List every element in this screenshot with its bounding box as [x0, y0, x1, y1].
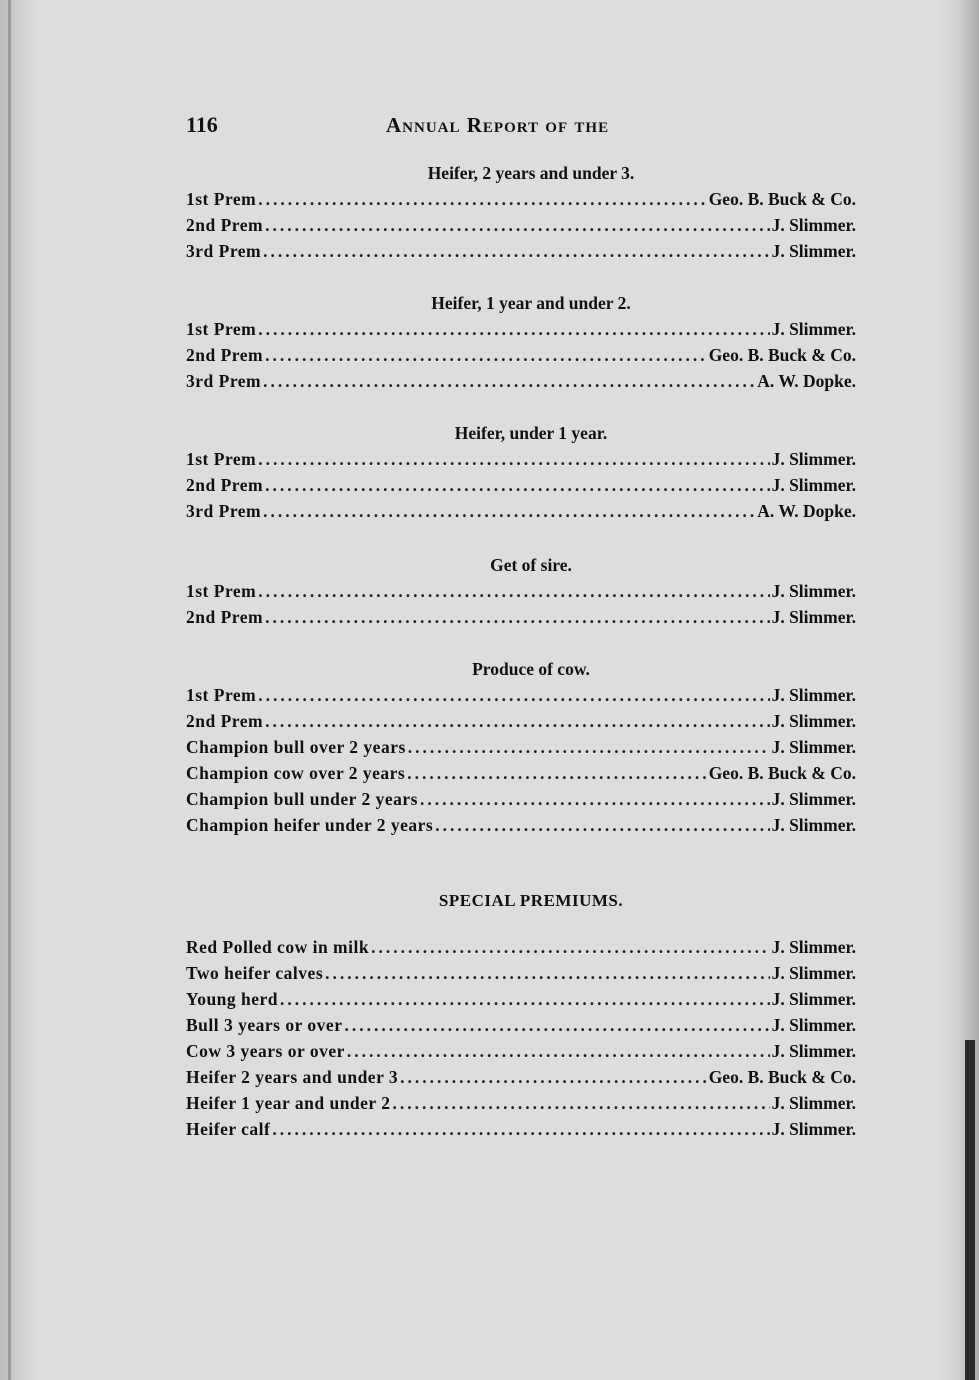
dot-leader — [325, 960, 769, 986]
premium-winner: J. Slimmer. — [771, 1119, 856, 1139]
premium-label: 2nd Prem — [186, 475, 264, 495]
premium-winner: Geo. B. Buck & Co. — [708, 763, 856, 783]
premium-label: Champion cow over 2 years — [186, 763, 406, 783]
premium-label: Champion bull under 2 years — [186, 789, 418, 809]
premium-row — [186, 472, 856, 498]
section-special-premiums — [186, 888, 856, 1142]
page-header — [186, 112, 858, 142]
premium-winner: J. Slimmer. — [771, 215, 856, 235]
premium-winner: Geo. B. Buck & Co. — [708, 189, 856, 209]
dot-leader — [263, 368, 755, 394]
premium-winner: J. Slimmer. — [771, 1093, 856, 1113]
dot-leader — [272, 1116, 769, 1142]
page-number: 116 — [186, 112, 218, 137]
dot-leader — [435, 812, 769, 838]
dot-leader — [344, 1012, 769, 1038]
premium-row — [186, 1064, 856, 1090]
premium-winner: J. Slimmer. — [771, 319, 856, 339]
premium-label: 2nd Prem — [186, 215, 264, 235]
dot-leader — [420, 786, 770, 812]
premium-winner: Geo. B. Buck & Co. — [708, 345, 856, 365]
premium-label: 2nd Prem — [186, 345, 264, 365]
section-title: Heifer, 2 years and under 3. — [427, 163, 635, 183]
premium-row — [186, 342, 856, 368]
dot-leader — [265, 708, 770, 734]
premium-winner: J. Slimmer. — [771, 963, 856, 983]
premium-label: 1st Prem — [186, 189, 257, 209]
dot-leader — [371, 934, 769, 960]
premium-winner: J. Slimmer. — [771, 711, 856, 731]
premium-label: Red Polled cow in milk — [186, 937, 370, 957]
section-heifer-2-years — [186, 160, 856, 264]
dot-leader — [265, 212, 770, 238]
section-get-of-sire — [186, 552, 856, 630]
premium-label: Champion heifer under 2 years — [186, 815, 434, 835]
premium-label: Heifer calf — [186, 1119, 271, 1139]
page-edge-shadow — [965, 1040, 975, 1380]
dot-leader — [393, 1090, 770, 1116]
premium-row — [186, 186, 856, 212]
premium-row — [186, 786, 856, 812]
dot-leader — [265, 472, 770, 498]
premium-row — [186, 760, 856, 786]
premium-row — [186, 446, 856, 472]
premium-label: 2nd Prem — [186, 607, 264, 627]
premium-row — [186, 734, 856, 760]
premium-row — [186, 1116, 856, 1142]
premium-label: 3rd Prem — [186, 501, 262, 521]
dot-leader — [258, 446, 769, 472]
premium-winner: J. Slimmer. — [771, 475, 856, 495]
premium-winner: A. W. Dopke. — [757, 371, 856, 391]
premium-winner: Geo. B. Buck & Co. — [708, 1067, 856, 1087]
section-title: Get of sire. — [490, 555, 572, 575]
premium-winner: J. Slimmer. — [771, 737, 856, 757]
premium-row — [186, 1090, 856, 1116]
premium-winner: J. Slimmer. — [771, 581, 856, 601]
premium-winner: J. Slimmer. — [771, 1041, 856, 1061]
premium-row — [186, 212, 856, 238]
premium-label: 1st Prem — [186, 319, 257, 339]
premium-label: 1st Prem — [186, 449, 257, 469]
premium-label: Two heifer calves — [186, 963, 324, 983]
section-title: Heifer, 1 year and under 2. — [431, 293, 631, 313]
premium-row — [186, 986, 856, 1012]
section-produce-of-cow — [186, 656, 856, 838]
dot-leader — [407, 760, 706, 786]
premium-winner: J. Slimmer. — [771, 937, 856, 957]
premium-row — [186, 368, 856, 394]
premium-row — [186, 1012, 856, 1038]
dot-leader — [265, 604, 770, 630]
premium-row — [186, 708, 856, 734]
premium-label: Heifer 2 years and under 3 — [186, 1067, 399, 1087]
dot-leader — [347, 1038, 770, 1064]
premium-row — [186, 682, 856, 708]
dot-leader — [258, 316, 769, 342]
premium-row — [186, 934, 856, 960]
dot-leader — [263, 498, 755, 524]
premium-label: Champion bull over 2 years — [186, 737, 406, 757]
section-heifer-under-1-year — [186, 420, 856, 524]
dot-leader — [263, 238, 769, 264]
premium-row — [186, 578, 856, 604]
premium-winner: J. Slimmer. — [771, 607, 856, 627]
running-head: Annual Report of the — [386, 113, 610, 137]
premium-winner: J. Slimmer. — [771, 449, 856, 469]
dot-leader — [408, 734, 770, 760]
premium-label: 3rd Prem — [186, 371, 262, 391]
section-heifer-1-year — [186, 290, 856, 394]
section-title: Produce of cow. — [472, 659, 590, 679]
premium-winner: J. Slimmer. — [771, 815, 856, 835]
premium-row — [186, 604, 856, 630]
dot-leader — [258, 186, 706, 212]
premium-winner: J. Slimmer. — [771, 241, 856, 261]
premium-row — [186, 960, 856, 986]
premium-label: 1st Prem — [186, 581, 257, 601]
section-title: Heifer, under 1 year. — [454, 423, 608, 443]
premium-row — [186, 316, 856, 342]
special-premiums-title: SPECIAL PREMIUMS. — [438, 891, 624, 910]
premium-row — [186, 238, 856, 264]
premium-label: Cow 3 years or over — [186, 1041, 345, 1061]
premium-winner: J. Slimmer. — [771, 789, 856, 809]
dot-leader — [400, 1064, 707, 1090]
premium-winner: J. Slimmer. — [771, 1015, 856, 1035]
premium-label: Heifer 1 year and under 2 — [186, 1093, 391, 1113]
premium-label: Bull 3 years or over — [186, 1015, 343, 1035]
premium-label: Young herd — [186, 989, 279, 1009]
premium-winner: J. Slimmer. — [771, 685, 856, 705]
premium-row — [186, 1038, 856, 1064]
premium-row — [186, 812, 856, 838]
premium-winner: J. Slimmer. — [771, 989, 856, 1009]
premium-label: 2nd Prem — [186, 711, 264, 731]
dot-leader — [280, 986, 770, 1012]
premium-row — [186, 498, 856, 524]
premium-winner: A. W. Dopke. — [757, 501, 856, 521]
premium-label: 3rd Prem — [186, 241, 262, 261]
dot-leader — [258, 682, 769, 708]
dot-leader — [265, 342, 707, 368]
page-binding-shadow — [8, 0, 11, 1380]
premium-label: 1st Prem — [186, 685, 257, 705]
dot-leader — [258, 578, 769, 604]
